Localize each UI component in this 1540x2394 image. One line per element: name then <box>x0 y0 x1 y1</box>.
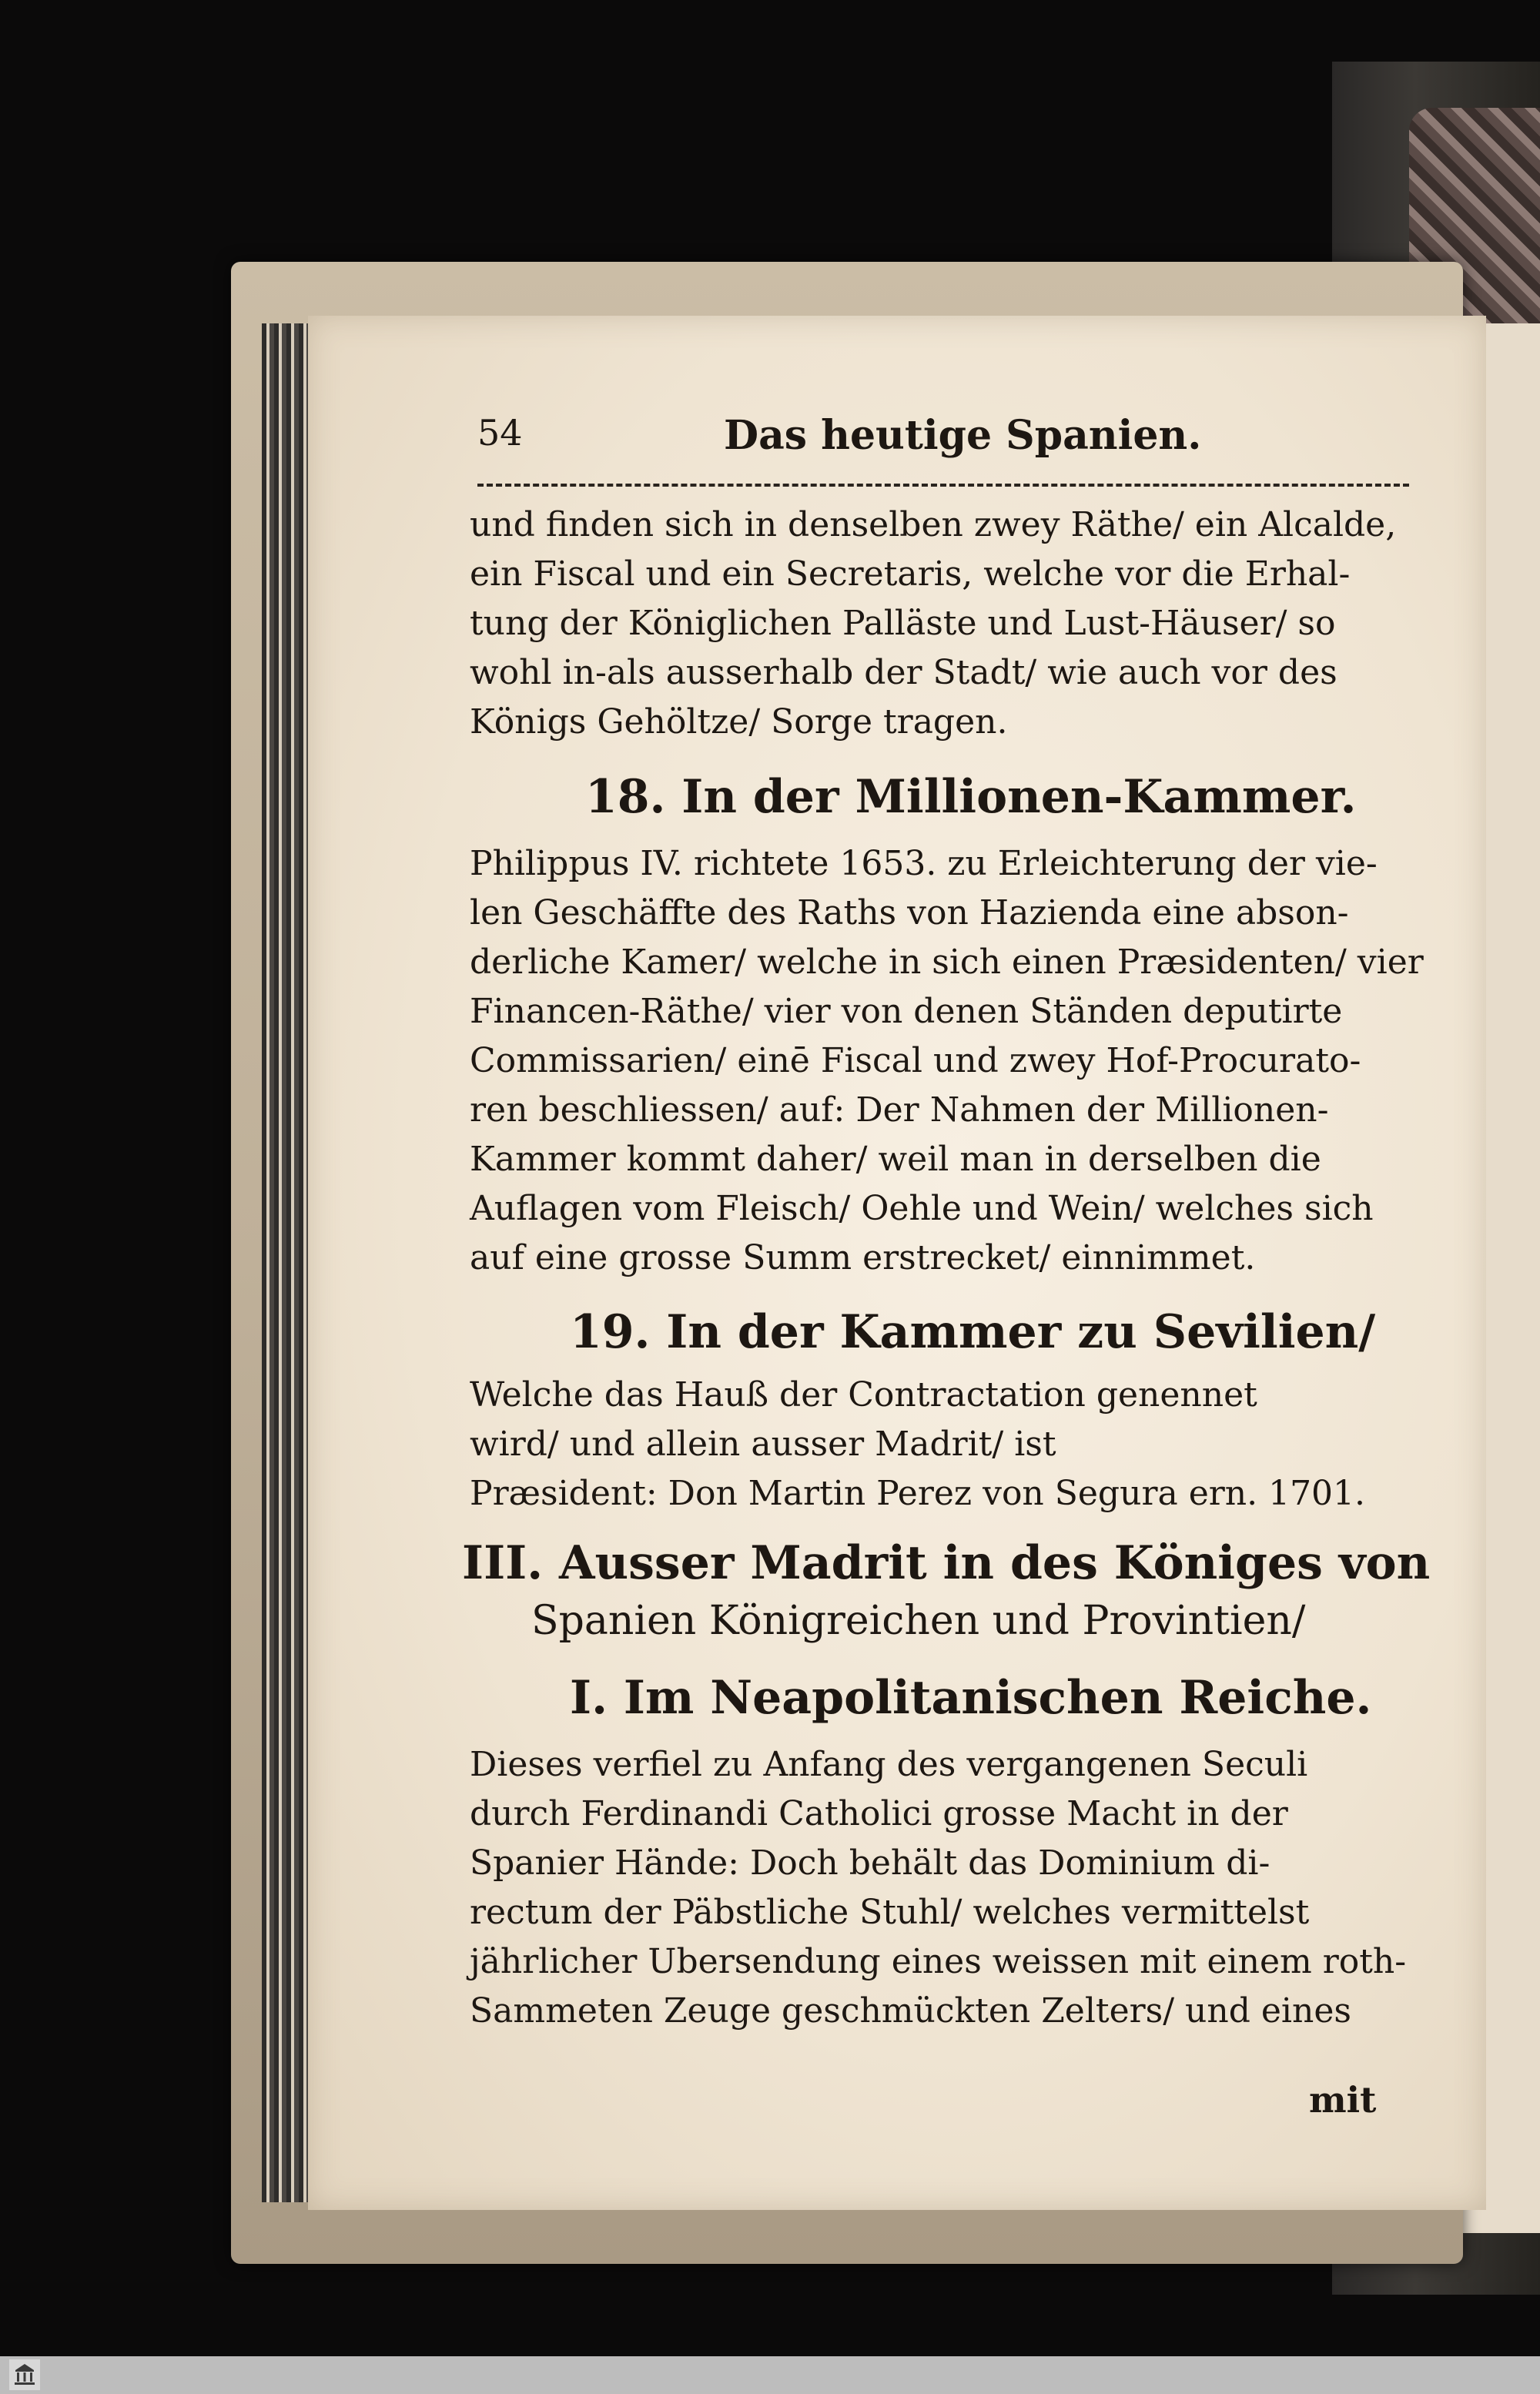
running-title: Das heutige Spanien. <box>724 412 1202 459</box>
header-rule <box>477 484 1409 487</box>
section-18-line: Auflagen vom Fleisch/ Oehle und Wein/ welches sich <box>470 1189 1374 1228</box>
catchword: mit <box>1309 2079 1377 2121</box>
section-heading-I: I. Im Neapolitanischen Reiche. <box>570 1671 1372 1725</box>
running-head <box>477 412 1409 466</box>
section-18-line: len Geschäffte des Raths von Hazienda eine abson- <box>470 893 1349 932</box>
section-18-line: derliche Kamer/ welche in sich einen Præsidenten/ vier <box>470 943 1424 982</box>
section-19-line: wird/ und allein ausser Madrit/ ist <box>470 1425 1056 1464</box>
section-19-line: Præsident: Don Martin Perez von Segura ern. 1701. <box>470 1474 1366 1513</box>
section-18-line: Commissarien/ einē Fiscal und zwey Hof-Procurato- <box>470 1041 1361 1080</box>
part-III-subheading: Spanien Königreichen und Provintien/ <box>531 1598 1306 1644</box>
section-I-line: Spanier Hände: Doch behält das Dominium di- <box>470 1843 1270 1883</box>
intro-line: ein Fiscal und ein Secretaris, welche vor die Erhal- <box>470 554 1351 594</box>
section-18-line: auf eine grosse Summ erstrecket/ einnimmet. <box>470 1238 1256 1277</box>
section-18-line: ren beschliessen/ auf: Der Nahmen der Millionen- <box>470 1090 1329 1130</box>
intro-line: tung der Königlichen Palläste und Lust-Häuser/ so <box>470 604 1336 643</box>
section-18-line: Philippus IV. richtete 1653. zu Erleichterung der vie- <box>470 844 1378 883</box>
section-I-line: Dieses verfiel zu Anfang des vergangenen Seculi <box>470 1745 1308 1784</box>
intro-line: wohl in-als ausserhalb der Stadt/ wie auch vor des <box>470 653 1337 692</box>
section-18-line: Kammer kommt daher/ weil man in derselben die <box>470 1140 1321 1179</box>
intro-line: und finden sich in denselben zwey Räthe/ ein Alcalde, <box>470 505 1397 544</box>
section-I-line: Sammeten Zeuge geschmückten Zelters/ und eines <box>470 1991 1351 2031</box>
section-19-line: Welche das Hauß der Contractation genennet <box>470 1375 1257 1415</box>
section-I-line: durch Ferdinandi Catholici grosse Macht in der <box>470 1794 1288 1833</box>
section-I-line: jährlicher Ubersendung eines weissen mit einem roth- <box>470 1942 1407 1981</box>
library-logo-icon <box>9 2359 40 2390</box>
section-18-line: Financen-Räthe/ vier von denen Ständen deputirte <box>470 992 1343 1031</box>
intro-line: Königs Gehöltze/ Sorge tragen. <box>470 702 1008 742</box>
section-heading-19: 19. In der Kammer zu Sevilien/ <box>570 1305 1376 1359</box>
part-III-heading: III. Ausser Madrit in des Königes von <box>462 1536 1431 1590</box>
scan-footer-bar <box>0 2356 1540 2394</box>
section-I-line: rectum der Päbstliche Stuhl/ welches vermittelst <box>470 1893 1310 1932</box>
section-heading-18: 18. In der Millionen-Kammer. <box>585 770 1357 824</box>
page-number: 54 <box>477 412 523 454</box>
